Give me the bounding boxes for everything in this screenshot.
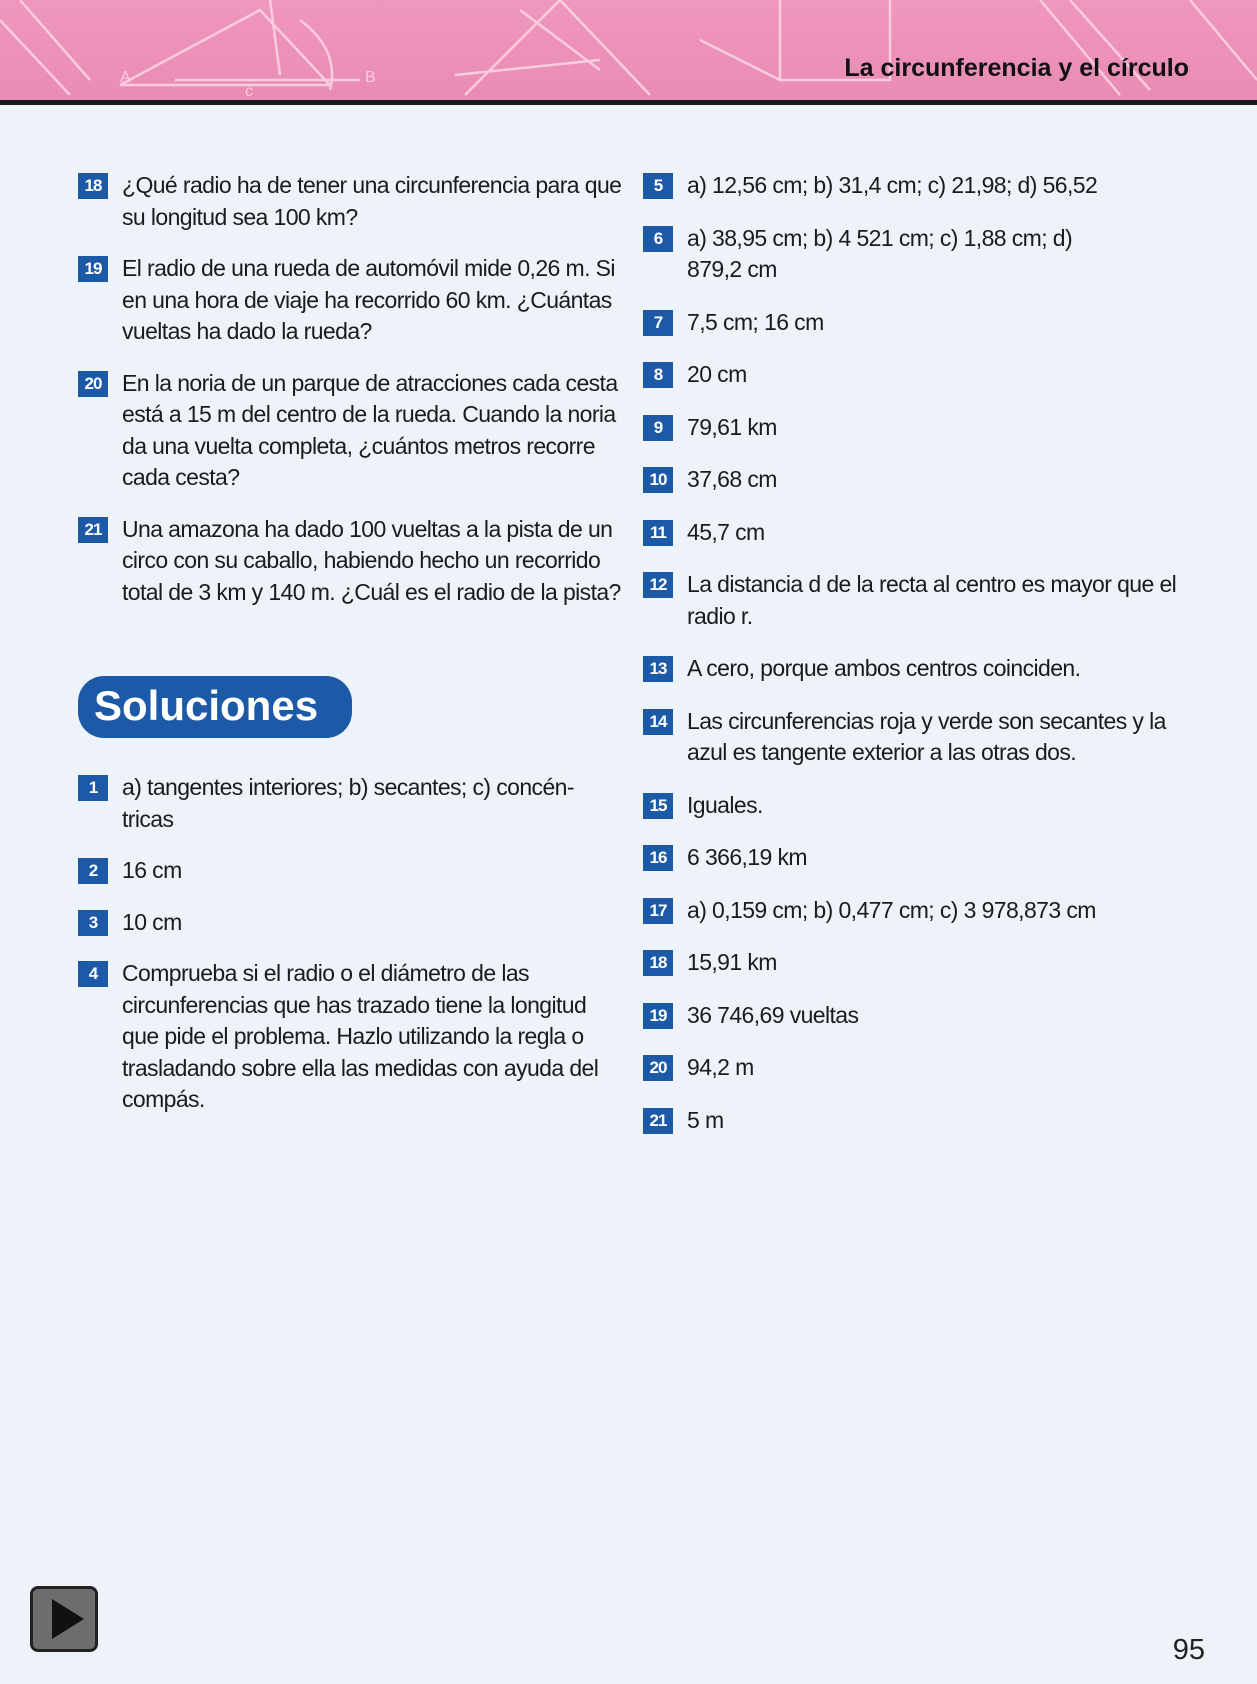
play-icon — [52, 1599, 84, 1639]
solution-text: a) 38,95 cm; b) 4 521 cm; c) 1,88 cm; d) 879,2 cm — [687, 224, 1073, 282]
solution-number-badge: 1 — [78, 775, 108, 801]
solution-number-badge: 15 — [643, 793, 673, 819]
right-column — [643, 170, 1203, 1157]
solution-item — [78, 855, 623, 887]
play-button[interactable] — [30, 1586, 98, 1652]
solution-text: 36 746,69 vueltas — [687, 1001, 859, 1028]
solution-number-badge: 12 — [643, 572, 673, 598]
solution-number-badge: 20 — [643, 1055, 673, 1081]
solution-text: 45,7 cm — [687, 518, 765, 545]
solution-item — [643, 569, 1203, 632]
solution-text: 7,5 cm; 16 cm — [687, 308, 824, 335]
solution-item — [643, 895, 1203, 927]
solution-text: 15,91 km — [687, 949, 777, 975]
exercise-item — [78, 368, 623, 494]
solution-item — [643, 464, 1203, 496]
solution-item — [643, 1000, 1203, 1032]
solution-number-badge: 6 — [643, 226, 673, 252]
solution-item — [643, 170, 1203, 202]
solution-item — [643, 412, 1203, 444]
solution-item — [643, 1105, 1203, 1137]
solution-text: a) tangentes interiores; b) secantes; c) concén-tricas — [122, 774, 574, 832]
solution-number-badge: 13 — [643, 656, 673, 682]
solution-number-badge: 18 — [643, 950, 673, 976]
solution-item — [643, 653, 1203, 685]
exercise-item — [78, 514, 623, 609]
solution-text: a) 0,159 cm; b) 0,477 cm; c) 3 978,873 cm — [687, 896, 1096, 923]
solution-text: Iguales. — [687, 791, 763, 818]
svg-text:c: c — [245, 83, 253, 100]
solution-item — [643, 1052, 1203, 1084]
solution-item — [78, 958, 623, 1116]
exercise-item — [78, 253, 623, 348]
exercise-item — [78, 170, 623, 233]
geometry-decoration — [0, 0, 1257, 100]
solution-text: 16 cm — [122, 857, 182, 883]
exercise-number-badge: 18 — [78, 173, 108, 199]
solutions-heading: Soluciones — [78, 676, 352, 738]
svg-text:B: B — [365, 69, 376, 86]
solution-item — [643, 706, 1203, 769]
solution-text: Comprueba si el radio o el diámetro de las circunferencias que has trazado tiene la longitud que pide el problema. Hazlo utilizando la regla o trasladando sobre ella las medidas con ayuda del compás. — [122, 960, 599, 1112]
solution-text: 6 366,19 km — [687, 844, 807, 870]
solution-item — [643, 947, 1203, 979]
solution-number-badge: 8 — [643, 362, 673, 388]
solution-text: 79,61 km — [687, 413, 777, 440]
solution-item — [643, 359, 1203, 391]
exercise-text: ¿Qué radio ha de tener una circunferencia para que su longitud sea 100 km? — [122, 172, 622, 230]
exercise-number-badge: 21 — [78, 517, 108, 543]
solution-number-badge: 21 — [643, 1108, 673, 1134]
header-divider — [0, 100, 1257, 105]
page-header — [0, 0, 1257, 100]
solution-item — [643, 790, 1203, 822]
solution-text: 10 cm — [122, 908, 182, 935]
solution-number-badge: 5 — [643, 173, 673, 199]
solution-text: La distancia d de la recta al centro es mayor que el radio r. — [687, 571, 1177, 629]
solution-number-badge: 2 — [78, 858, 108, 884]
solution-item — [78, 907, 623, 939]
solution-number-badge: 17 — [643, 898, 673, 924]
left-column — [78, 170, 623, 1136]
solution-text: 5 m — [687, 1106, 724, 1133]
solution-item — [643, 842, 1203, 874]
solution-number-badge: 16 — [643, 845, 673, 871]
solution-number-badge: 19 — [643, 1003, 673, 1029]
solution-item — [78, 772, 623, 835]
exercise-number-badge: 20 — [78, 371, 108, 397]
solution-text: 94,2 m — [687, 1054, 754, 1080]
solution-item — [643, 223, 1203, 286]
exercise-text: El radio de una rueda de automóvil mide 0,26 m. Si en una hora de viaje ha recorrido 60 km. ¿Cuántas vueltas ha dado la rueda? — [122, 255, 615, 344]
solution-number-badge: 10 — [643, 467, 673, 493]
solution-number-badge: 11 — [643, 520, 673, 546]
solution-text: Las circunferencias roja y verde son secantes y la azul es tangente exterior a las otras dos. — [687, 707, 1166, 765]
solution-text: A cero, porque ambos centros coinciden. — [687, 655, 1081, 681]
exercise-number-badge: 19 — [78, 256, 108, 282]
page-number: 95 — [1172, 1634, 1205, 1666]
exercise-text: En la noria de un parque de atracciones cada cesta está a 15 m del centro de la rueda. Cuando la noria da una vuelta completa, ¿cuántos metros recorre cada cesta? — [122, 369, 618, 490]
solution-text: a) 12,56 cm; b) 31,4 cm; c) 21,98; d) 56,52 — [687, 172, 1098, 198]
chapter-title: La circunferencia y el círculo — [844, 54, 1189, 82]
solution-item — [643, 307, 1203, 339]
solution-text: 37,68 cm — [687, 466, 777, 492]
solution-item — [643, 517, 1203, 549]
solution-number-badge: 14 — [643, 709, 673, 735]
solution-text: 20 cm — [687, 361, 747, 387]
solution-number-badge: 9 — [643, 415, 673, 441]
solution-number-badge: 3 — [78, 910, 108, 936]
solution-number-badge: 4 — [78, 961, 108, 987]
solution-number-badge: 7 — [643, 310, 673, 336]
svg-text:A: A — [120, 69, 131, 86]
exercise-text: Una amazona ha dado 100 vueltas a la pista de un circo con su caballo, habiendo hecho un recorrido total de 3 km y 140 m. ¿Cuál es el radio de la pista? — [122, 515, 621, 605]
